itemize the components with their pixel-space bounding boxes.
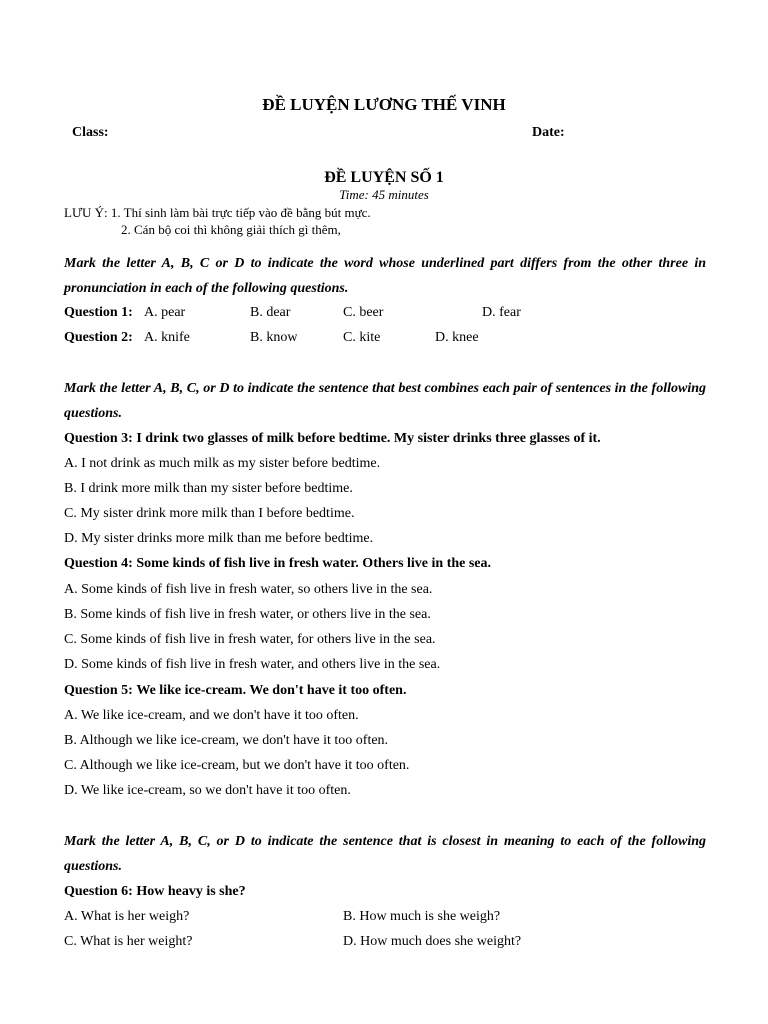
section2-instruction: Mark the letter A, B, C, or D to indicate the sentence that best combines each pair of sentences in the following questions. bbox=[64, 381, 706, 421]
question-5-option-d: D. We like ice-cream, so we don't have it too often. bbox=[64, 783, 351, 798]
class-label: Class: bbox=[72, 125, 109, 140]
date-label: Date: bbox=[532, 125, 565, 140]
question-4-option-b: B. Some kinds of fish live in fresh water, or others live in the sea. bbox=[64, 607, 431, 622]
question-5 bbox=[64, 684, 406, 698]
question-5-stem: We like ice-cream. We don't have it too often. bbox=[136, 683, 407, 698]
exam-title: ĐỀ LUYỆN SỐ 1 bbox=[324, 169, 444, 186]
question-4-option-d: D. Some kinds of fish live in fresh water, and others live in the sea. bbox=[64, 657, 441, 672]
question-2-option-a: A. knife bbox=[144, 330, 190, 345]
question-4 bbox=[64, 557, 491, 571]
question-3-label: Question 3: bbox=[64, 431, 133, 446]
question-2-label: Question 2: bbox=[64, 330, 133, 345]
question-5-option-a: A. We like ice-cream, and we don't have it too often. bbox=[64, 708, 359, 723]
question-6-option-b: B. How much is she weigh? bbox=[343, 909, 501, 924]
question-6-option-a: A. What is her weigh? bbox=[64, 909, 190, 924]
question-5-option-b: B. Although we like ice-cream, we don't have it too often. bbox=[64, 733, 389, 748]
section1-instruction: Mark the letter A, B, C or D to indicate the word whose underlined part differs from the other three in pronunciation in each of the following questions. bbox=[64, 256, 706, 296]
question-3-option-a: A. I not drink as much milk as my sister before bedtime. bbox=[64, 456, 381, 471]
question-4-option-a: A. Some kinds of fish live in fresh water, so others live in the sea. bbox=[64, 582, 433, 597]
question-1-label: Question 1: bbox=[64, 305, 133, 320]
question-6 bbox=[64, 885, 246, 899]
question-5-label: Question 5: bbox=[64, 683, 133, 698]
question-5-option-c: C. Although we like ice-cream, but we don't have it too often. bbox=[64, 758, 410, 773]
question-1-option-d: D. fear bbox=[482, 305, 521, 320]
section3-instruction: Mark the letter A, B, C, or D to indicate the sentence that is closest in meaning to each of the following questions. bbox=[64, 834, 706, 874]
note-item-2: 2. Cán bộ coi thì không giải thích gì thêm, bbox=[121, 222, 341, 237]
question-3-stem: I drink two glasses of milk before bedtime. My sister drinks three glasses of it. bbox=[136, 431, 601, 446]
page-title: ĐỀ LUYỆN LƯƠNG THẾ VINH bbox=[262, 95, 506, 114]
question-6-option-c: C. What is her weight? bbox=[64, 934, 193, 949]
question-1-option-c: C. beer bbox=[343, 305, 384, 320]
exam-time: Time: 45 minutes bbox=[339, 187, 429, 202]
question-3-option-d: D. My sister drinks more milk than me before bedtime. bbox=[64, 531, 374, 546]
question-3 bbox=[64, 432, 601, 446]
question-3-option-c: C. My sister drink more milk than I before bedtime. bbox=[64, 506, 355, 521]
question-4-option-c: C. Some kinds of fish live in fresh water, for others live in the sea. bbox=[64, 632, 436, 647]
question-4-label: Question 4: bbox=[64, 556, 133, 571]
note-item-1: LƯU Ý: 1. Thí sinh làm bài trực tiếp vào đề bằng bút mực. bbox=[64, 205, 371, 220]
question-2-option-c: C. kite bbox=[343, 330, 381, 345]
question-6-option-d: D. How much does she weight? bbox=[343, 934, 522, 949]
question-2-option-d: D. knee bbox=[435, 330, 479, 345]
question-1-option-b: B. dear bbox=[250, 305, 291, 320]
question-2-option-b: B. know bbox=[250, 330, 298, 345]
question-1-option-a: A. pear bbox=[144, 305, 186, 320]
question-6-label: Question 6: bbox=[64, 884, 133, 899]
question-3-option-b: B. I drink more milk than my sister before bedtime. bbox=[64, 481, 353, 496]
question-4-stem: Some kinds of fish live in fresh water. Others live in the sea. bbox=[136, 556, 492, 571]
question-6-stem: How heavy is she? bbox=[136, 884, 246, 899]
